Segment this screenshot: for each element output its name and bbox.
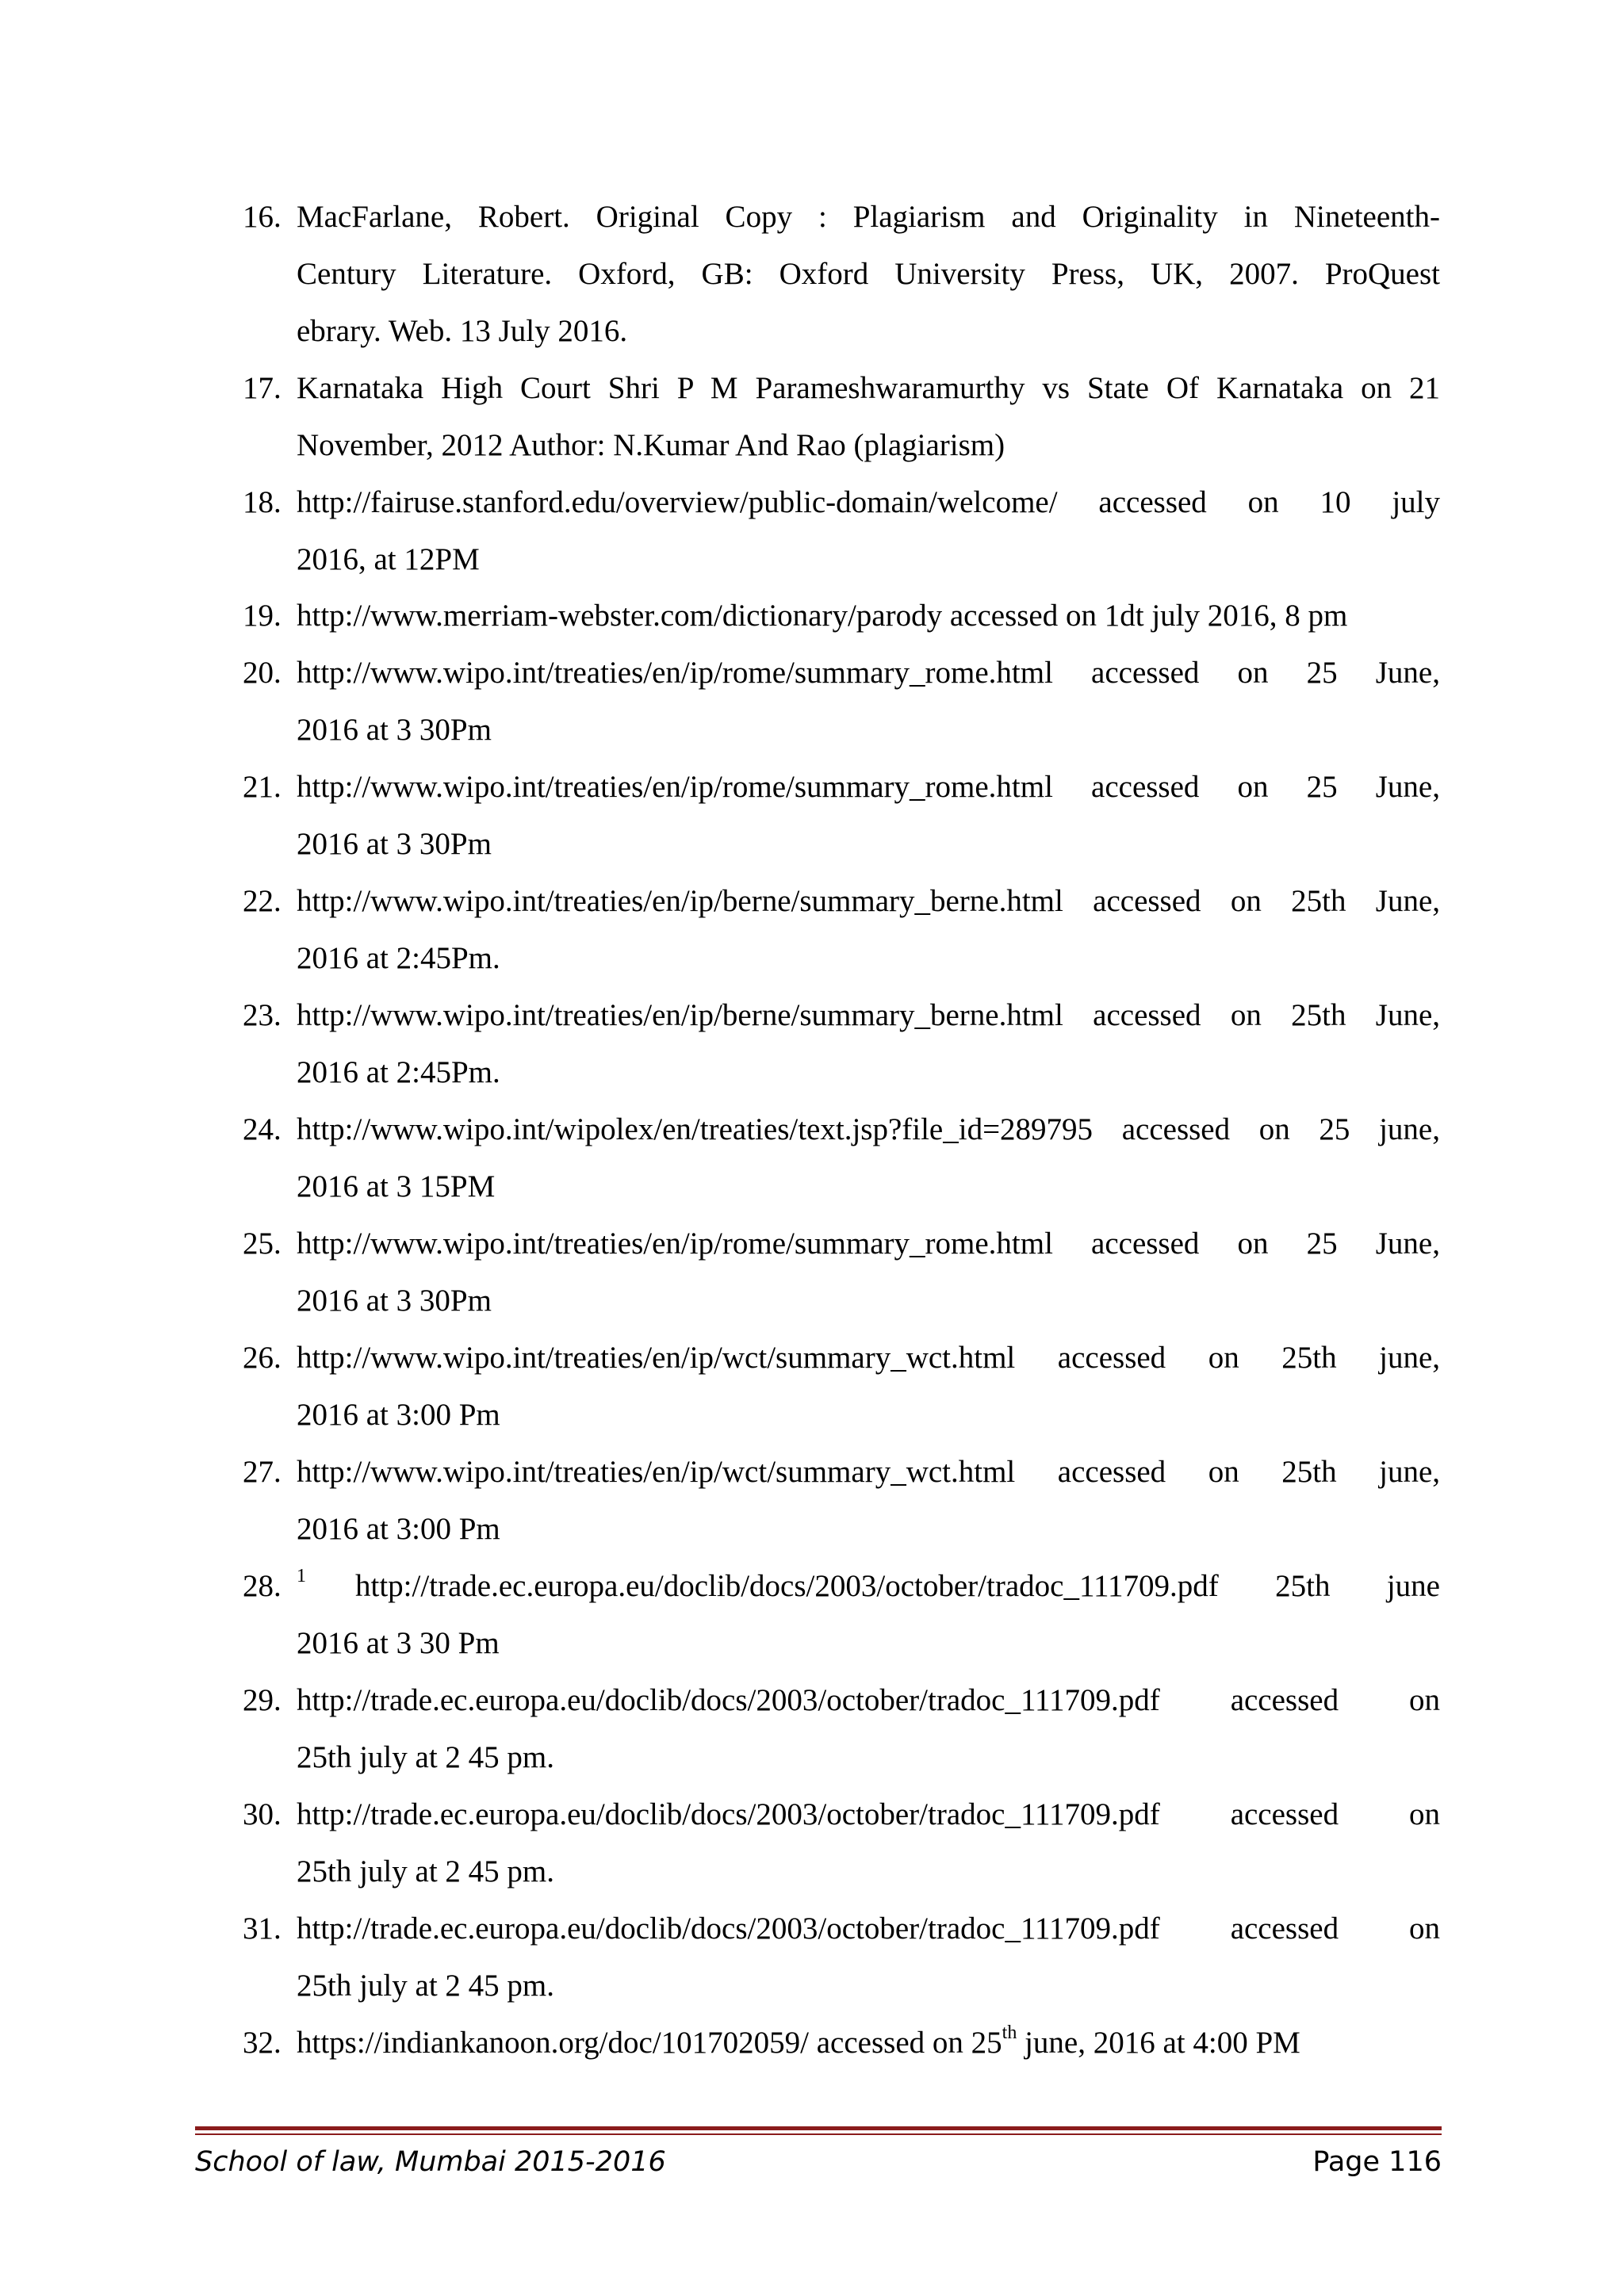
- reference-text: 2016 at 2:45Pm.: [297, 1055, 500, 1089]
- footnote-marker: [297, 1558, 344, 1615]
- reference-text: http://www.wipo.int/treaties/en/ip/berne/summary_berne.html accessed on 25th June,: [297, 998, 1440, 1032]
- reference-number: 23.: [243, 998, 282, 1032]
- reference-text: 2016 at 3 15PM: [297, 1169, 496, 1203]
- reference-text: 2016, at 12PM: [297, 542, 480, 576]
- reference-text: http://trade.ec.europa.eu/doclib/docs/2003/october/tradoc_111709.pdf accessed on: [297, 1797, 1440, 1831]
- reference-text: 2016 at 3:00 Pm: [297, 1398, 500, 1432]
- reference-text: http://www.wipo.int/treaties/en/ip/rome/summary_rome.html accessed on 25 June,: [297, 1226, 1440, 1261]
- reference-number: 25.: [243, 1226, 282, 1261]
- footer-divider-thin: [195, 2133, 1442, 2135]
- reference-text: http://www.wipo.int/wipolex/en/treaties/text.jsp?file_id=289795 accessed on 25 june,: [297, 1112, 1440, 1146]
- reference-text: http://trade.ec.europa.eu/doclib/docs/2003/october/tradoc_111709.pdf 25th june: [355, 1569, 1440, 1603]
- reference-text: 2016 at 3:00 Pm: [297, 1512, 500, 1546]
- reference-text: http://www.wipo.int/treaties/en/ip/rome/summary_rome.html accessed on 25 June,: [297, 770, 1440, 804]
- reference-text: http://trade.ec.europa.eu/doclib/docs/2003/october/tradoc_111709.pdf accessed on: [297, 1683, 1440, 1717]
- reference-text: http://www.merriam-webster.com/dictionary/parody accessed on 1dt july 2016, 8 pm: [297, 599, 1348, 633]
- reference-number: 22.: [243, 884, 282, 918]
- reference-number: 24.: [243, 1112, 282, 1146]
- reference-number: 19.: [243, 599, 282, 633]
- reference-text: http://www.wipo.int/treaties/en/ip/berne/summary_berne.html accessed on 25th June,: [297, 884, 1440, 918]
- reference-number: 16.: [243, 200, 282, 234]
- footnote-marker-sup: 1: [297, 1566, 306, 1586]
- reference-text: 2016 at 3 30Pm: [297, 713, 492, 747]
- reference-text: 2016 at 2:45Pm.: [297, 941, 500, 975]
- reference-text: http://trade.ec.europa.eu/doclib/docs/2003/october/tradoc_111709.pdf accessed on: [297, 1911, 1440, 1946]
- reference-number: 18.: [243, 485, 282, 519]
- reference-text: http://fairuse.stanford.edu/overview/public-domain/welcome/ accessed on 10 july: [297, 485, 1440, 519]
- reference-text: [297, 2015, 1440, 2072]
- reference-number: 17.: [243, 371, 282, 405]
- reference-number: 26.: [243, 1341, 282, 1375]
- reference-text: http://www.wipo.int/treaties/en/ip/wct/summary_wct.html accessed on 25th june,: [297, 1455, 1440, 1489]
- reference-text: 25th july at 2 45 pm.: [297, 1740, 554, 1774]
- reference-text: http://www.wipo.int/treaties/en/ip/rome/summary_rome.html accessed on 25 June,: [297, 656, 1440, 690]
- reference-text-part: june, 2016 at 4:00 PM: [1017, 2026, 1300, 2060]
- reference-number: 29.: [243, 1683, 282, 1717]
- reference-text: http://www.wipo.int/treaties/en/ip/wct/summary_wct.html accessed on 25th june,: [297, 1341, 1440, 1375]
- reference-text: ebrary. Web. 13 July 2016.: [297, 314, 628, 348]
- footer-school: School of law, Mumbai 2015-2016: [195, 2146, 666, 2178]
- reference-text: 25th july at 2 45 pm.: [297, 1854, 554, 1888]
- reference-text: 2016 at 3 30Pm: [297, 827, 492, 861]
- reference-text: 2016 at 3 30Pm: [297, 1284, 492, 1318]
- reference-text: 2016 at 3 30 Pm: [297, 1626, 500, 1660]
- footer-divider: [195, 2126, 1442, 2130]
- reference-text: November, 2012 Author: N.Kumar And Rao (plagiarism): [297, 428, 1005, 462]
- reference-number: 31.: [243, 1911, 282, 1946]
- reference-text: 25th july at 2 45 pm.: [297, 1969, 554, 2003]
- reference-text: Karnataka High Court Shri P M Parameshwaramurthy vs State Of Karnataka on 21: [297, 371, 1440, 405]
- reference-number: 32.: [243, 2026, 282, 2060]
- reference-number: 28.: [243, 1569, 282, 1603]
- reference-text: Century Literature. Oxford, GB: Oxford University Press, UK, 2007. ProQuest: [297, 257, 1440, 291]
- reference-number: 27.: [243, 1455, 282, 1489]
- reference-number: 20.: [243, 656, 282, 690]
- page-number: Page 116: [1312, 2146, 1442, 2178]
- ordinal-suffix: th: [1002, 2022, 1017, 2043]
- reference-text: MacFarlane, Robert. Original Copy : Plagiarism and Originality in Nineteenth-: [297, 200, 1440, 234]
- reference-number: 21.: [243, 770, 282, 804]
- reference-text-part: https://indiankanoon.org/doc/101702059/ accessed on 25: [297, 2026, 1002, 2060]
- reference-number: 30.: [243, 1797, 282, 1831]
